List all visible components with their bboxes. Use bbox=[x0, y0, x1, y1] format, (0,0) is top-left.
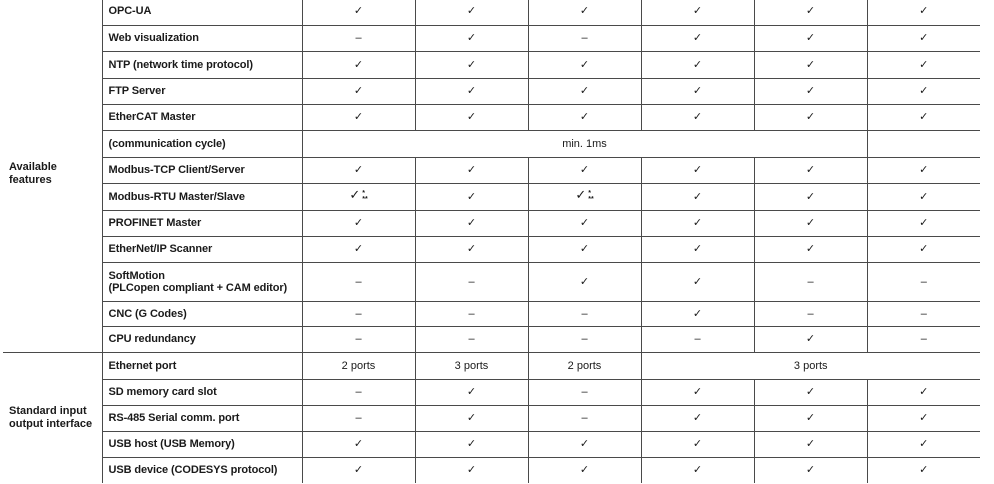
value-cell: ✓ bbox=[867, 236, 980, 262]
value-cell bbox=[867, 130, 980, 157]
table-row bbox=[3, 130, 980, 157]
value-cell: ✓ bbox=[528, 157, 641, 183]
feature-label: SD memory card slot bbox=[102, 379, 302, 405]
value-cell: ✓ bbox=[302, 431, 415, 457]
value-cell: – bbox=[302, 262, 415, 301]
value-cell: ✓ bbox=[415, 51, 528, 78]
value-cell: – bbox=[867, 301, 980, 326]
table-row bbox=[3, 25, 980, 51]
value-cell: – bbox=[415, 326, 528, 352]
value-cell: – bbox=[302, 326, 415, 352]
feature-label: FTP Server bbox=[102, 78, 302, 104]
value-cell: 2 ports bbox=[528, 352, 641, 379]
table-row bbox=[3, 0, 980, 25]
value-cell: – bbox=[302, 405, 415, 431]
value-cell: – bbox=[867, 326, 980, 352]
feature-label: EtherNet/IP Scanner bbox=[102, 236, 302, 262]
value-cell: ✓ bbox=[754, 157, 867, 183]
value-cell: ✓ bbox=[754, 25, 867, 51]
value-cell: ✓ bbox=[528, 210, 641, 236]
value-cell: ✓ bbox=[528, 262, 641, 301]
value-cell: – bbox=[754, 301, 867, 326]
value-cell: – bbox=[754, 262, 867, 301]
value-cell: ✓ bbox=[867, 379, 980, 405]
value-cell: ✓ bbox=[754, 210, 867, 236]
value-cell: – bbox=[415, 262, 528, 301]
value-cell: ✓ bbox=[754, 51, 867, 78]
group-label-available-features: Available features bbox=[9, 161, 57, 187]
table-row bbox=[3, 78, 980, 104]
value-cell: ✓ bbox=[754, 326, 867, 352]
value-cell: ✓ bbox=[641, 262, 754, 301]
feature-label: Ethernet port bbox=[102, 352, 302, 379]
merged-value-cell: min. 1ms bbox=[302, 130, 867, 157]
value-cell: ✓ bbox=[867, 405, 980, 431]
value-cell: ✓ bbox=[641, 78, 754, 104]
value-cell: ✓ bbox=[302, 78, 415, 104]
table-row bbox=[3, 51, 980, 78]
value-cell: ✓ bbox=[415, 210, 528, 236]
value-cell: – bbox=[528, 301, 641, 326]
merged-value-cell: 3 ports bbox=[641, 352, 980, 379]
value-cell: ✓ bbox=[754, 0, 867, 25]
feature-label: Web visualization bbox=[102, 25, 302, 51]
value-cell: ✓ bbox=[641, 405, 754, 431]
feature-label: (communication cycle) bbox=[102, 130, 302, 157]
value-cell: ✓ bbox=[754, 405, 867, 431]
value-cell: ✓ bbox=[415, 183, 528, 210]
value-cell: ✓ bbox=[302, 210, 415, 236]
value-cell: ✓ bbox=[641, 104, 754, 130]
group-label-standard-io: Standard input output interface bbox=[3, 352, 102, 483]
value-cell: ✓ bbox=[528, 457, 641, 483]
feature-label: CNC (G Codes) bbox=[102, 301, 302, 326]
value-cell: ✓ bbox=[415, 104, 528, 130]
value-cell: ✓ bbox=[641, 25, 754, 51]
value-cell: ✓ bbox=[528, 51, 641, 78]
value-cell: ✓ bbox=[415, 25, 528, 51]
value-cell: ✓ bbox=[867, 431, 980, 457]
value-cell: – bbox=[528, 326, 641, 352]
table-row bbox=[3, 210, 980, 236]
feature-label: EtherCAT Master bbox=[102, 104, 302, 130]
feature-label: CPU redundancy bbox=[102, 326, 302, 352]
table-row bbox=[3, 405, 980, 431]
table-row bbox=[3, 104, 980, 130]
value-cell: – bbox=[641, 326, 754, 352]
value-cell: – bbox=[415, 301, 528, 326]
value-cell: ✓ bbox=[528, 236, 641, 262]
feature-label bbox=[102, 262, 302, 301]
value-cell bbox=[528, 183, 641, 210]
footnote-marker: * ** bbox=[588, 189, 594, 203]
table-row bbox=[3, 431, 980, 457]
value-cell: ✓ bbox=[754, 379, 867, 405]
feature-label: NTP (network time protocol) bbox=[102, 51, 302, 78]
value-cell: ✓ bbox=[754, 431, 867, 457]
value-cell: ✓ bbox=[641, 210, 754, 236]
table-row bbox=[3, 183, 980, 210]
value-cell: ✓ bbox=[415, 236, 528, 262]
value-cell: ✓ bbox=[415, 78, 528, 104]
table-row bbox=[3, 326, 980, 352]
value-cell: ✓ bbox=[302, 457, 415, 483]
value-cell: ✓ bbox=[867, 210, 980, 236]
value-cell: ✓ bbox=[528, 431, 641, 457]
features-spec-table bbox=[3, 0, 980, 483]
value-cell: ✓ bbox=[641, 236, 754, 262]
value-cell: ✓ bbox=[302, 51, 415, 78]
value-cell: ✓ bbox=[867, 183, 980, 210]
value-cell: ✓ bbox=[415, 157, 528, 183]
value-cell: ✓ bbox=[641, 457, 754, 483]
value-cell: ✓ bbox=[641, 431, 754, 457]
table-row bbox=[3, 236, 980, 262]
value-cell: – bbox=[302, 25, 415, 51]
value-cell: ✓ bbox=[302, 0, 415, 25]
value-cell: ✓ bbox=[415, 457, 528, 483]
value-cell: 3 ports bbox=[415, 352, 528, 379]
value-cell: ✓ bbox=[754, 457, 867, 483]
value-cell: ✓ bbox=[867, 25, 980, 51]
value-cell: ✓ bbox=[867, 104, 980, 130]
value-cell: ✓ bbox=[867, 0, 980, 25]
feature-label: Modbus-RTU Master/Slave bbox=[102, 183, 302, 210]
value-cell: ✓ bbox=[528, 0, 641, 25]
value-cell: ✓ bbox=[302, 236, 415, 262]
value-cell: ✓ bbox=[754, 236, 867, 262]
value-cell: – bbox=[302, 379, 415, 405]
feature-label-line: SoftMotion bbox=[108, 269, 165, 282]
value-cell: – bbox=[867, 262, 980, 301]
table-row bbox=[3, 352, 980, 379]
value-cell: ✓ bbox=[641, 183, 754, 210]
value-cell: ✓ bbox=[641, 157, 754, 183]
check-mark: ✓ bbox=[349, 188, 361, 204]
table-row bbox=[3, 157, 980, 183]
value-cell bbox=[302, 183, 415, 210]
value-cell: ✓ bbox=[867, 457, 980, 483]
feature-label: RS-485 Serial comm. port bbox=[102, 405, 302, 431]
value-cell: ✓ bbox=[415, 0, 528, 25]
feature-label: USB host (USB Memory) bbox=[102, 431, 302, 457]
footnote-marker: * ** bbox=[362, 189, 368, 203]
value-cell: ✓ bbox=[867, 157, 980, 183]
value-cell: ✓ bbox=[641, 301, 754, 326]
value-cell: ✓ bbox=[415, 379, 528, 405]
check-mark: ✓ bbox=[575, 188, 587, 204]
value-cell: ✓ bbox=[302, 157, 415, 183]
value-cell: ✓ bbox=[641, 379, 754, 405]
feature-label: PROFINET Master bbox=[102, 210, 302, 236]
value-cell: ✓ bbox=[528, 78, 641, 104]
value-cell: – bbox=[528, 25, 641, 51]
value-cell: ✓ bbox=[867, 51, 980, 78]
value-cell: ✓ bbox=[641, 51, 754, 78]
value-cell: ✓ bbox=[528, 104, 641, 130]
value-cell: ✓ bbox=[415, 431, 528, 457]
table-row bbox=[3, 262, 980, 301]
value-cell: ✓ bbox=[641, 0, 754, 25]
table-row bbox=[3, 457, 980, 483]
value-cell: – bbox=[528, 405, 641, 431]
value-cell: ✓ bbox=[867, 78, 980, 104]
value-cell: ✓ bbox=[302, 104, 415, 130]
feature-label: USB device (CODESYS protocol) bbox=[102, 457, 302, 483]
value-cell: ✓ bbox=[754, 104, 867, 130]
feature-label-line: (PLCopen compliant + CAM editor) bbox=[108, 281, 288, 294]
feature-label: Modbus-TCP Client/Server bbox=[102, 157, 302, 183]
table-row bbox=[3, 379, 980, 405]
value-cell: ✓ bbox=[415, 405, 528, 431]
feature-label: OPC-UA bbox=[102, 0, 302, 25]
value-cell: ✓ bbox=[754, 183, 867, 210]
value-cell: – bbox=[302, 301, 415, 326]
value-cell: 2 ports bbox=[302, 352, 415, 379]
table-row bbox=[3, 301, 980, 326]
value-cell: – bbox=[528, 379, 641, 405]
value-cell: ✓ bbox=[754, 78, 867, 104]
